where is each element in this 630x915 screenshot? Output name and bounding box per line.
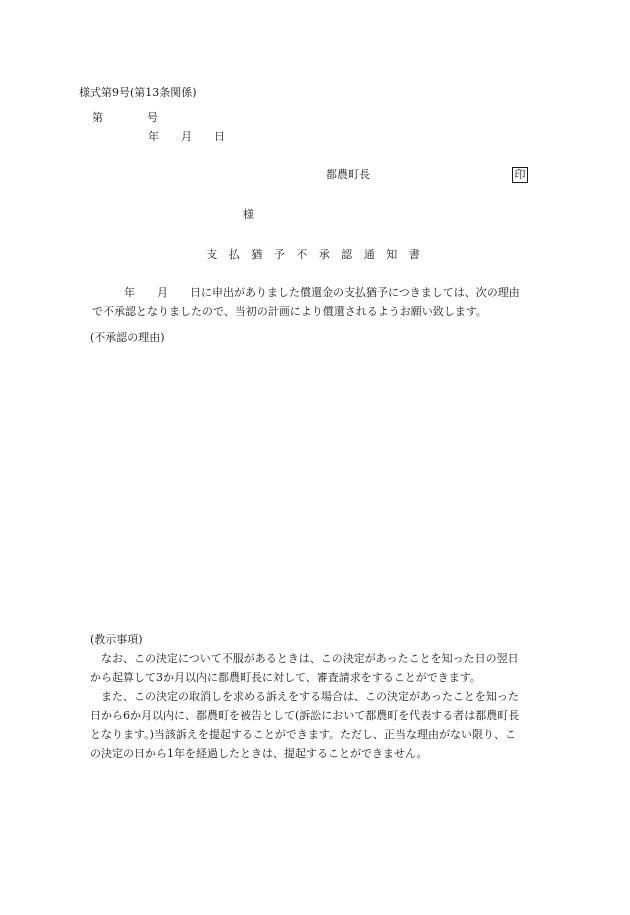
instructions-line-4: 日から6か月以内に、都農町を被告として(訴訟において都農町を代表する者は都農町長 [90,709,520,722]
body-text-line-1: 年 月 日に申出がありました償還金の支払猶予につきましては、次の理由 [124,286,520,299]
issuer-title: 都農町長 [326,168,370,181]
instructions-label: (教示事項) [90,633,143,646]
body-text-line-2: で不承認となりましたので、当初の計画により償還されるようお願い致します。 [92,305,487,318]
instructions-line-6: の決定の日から1年を経過したときは、提起することができません。 [90,747,428,760]
instructions-line-3: また、この決定の取消しを求める訴えをする場合は、この決定があったことを知った [101,690,519,703]
reason-blank-area [90,350,550,620]
date-line: 年 月 日 [148,130,225,143]
official-seal-box: 印 [512,167,528,183]
document-number-line: 第 号 [92,111,158,124]
document-title: 支 払 猶 予 不 承 認 通 知 書 [206,248,424,261]
reason-label: (不承認の理由) [90,331,165,344]
instructions-line-1: なお、この決定について不服があるときは、この決定があったことを知った日の翌日 [101,652,519,665]
form-number-label: 様式第9号(第13条関係) [79,86,197,99]
instructions-line-5: となります。)当該訴えを提起することができます。ただし、正当な理由がない限り、こ [90,728,517,741]
addressee-honorific: 様 [243,208,254,221]
instructions-line-2: から起算して3か月以内に都農町長に対して、審査請求をすることができます。 [90,671,481,684]
